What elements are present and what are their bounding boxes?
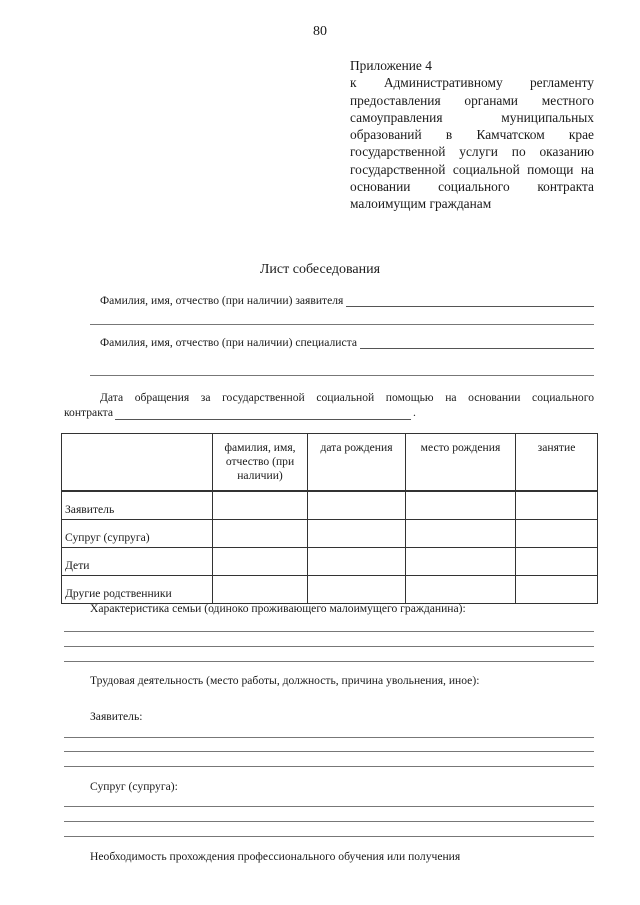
applicant-labor-line[interactable]	[64, 751, 594, 752]
applicant-label: Заявитель:	[90, 710, 143, 723]
application-date-paragraph	[64, 390, 594, 420]
specialist-name-continuation-line[interactable]	[90, 375, 594, 376]
table-header-cell: занятие	[516, 434, 598, 492]
table-cell[interactable]	[213, 576, 308, 604]
page-number: 80	[313, 24, 327, 39]
table-cell[interactable]	[308, 491, 406, 520]
specialist-name-input-line[interactable]	[360, 337, 594, 349]
appendix-body: к Административному регламенту предоставления органами местного самоуправления муниципальных образований в Камчатском крае государственной услуги по оказанию государственной социальной помощи на основании социального контракта малоимущим гражданам	[350, 75, 594, 212]
table-row	[62, 520, 598, 548]
row-label: Другие родственники	[62, 576, 213, 604]
table-cell[interactable]	[308, 576, 406, 604]
appendix-block	[350, 57, 594, 213]
table-cell[interactable]	[213, 520, 308, 548]
table-cell[interactable]	[213, 548, 308, 576]
spouse-labor-line[interactable]	[64, 821, 594, 822]
application-date-input-line[interactable]	[115, 408, 411, 420]
table-row	[62, 548, 598, 576]
family-table	[61, 433, 598, 604]
table-cell[interactable]	[516, 491, 598, 520]
family-characteristic-line[interactable]	[64, 646, 594, 647]
table-cell[interactable]	[406, 576, 516, 604]
table-cell[interactable]	[516, 548, 598, 576]
row-label: Дети	[62, 548, 213, 576]
family-characteristic-line[interactable]	[64, 631, 594, 632]
applicant-name-input-line[interactable]	[346, 295, 594, 307]
table-row	[62, 576, 598, 604]
family-characteristic-label: Характеристика семьи (одиноко проживающего малоимущего гражданина):	[90, 602, 466, 615]
family-table-header	[62, 434, 598, 492]
row-label: Заявитель	[62, 491, 213, 520]
applicant-labor-line[interactable]	[64, 737, 594, 738]
application-date-text: Дата обращения за государственной социальной помощью на основании социального	[100, 391, 594, 404]
sheet-title: Лист собеседования	[259, 262, 381, 277]
applicant-labor-line[interactable]	[64, 766, 594, 767]
table-cell[interactable]	[308, 520, 406, 548]
table-header-cell: место рождения	[406, 434, 516, 492]
spouse-labor-line[interactable]	[64, 836, 594, 837]
application-date-end: .	[413, 406, 416, 419]
application-date-contract-word: контракта	[64, 406, 114, 419]
table-cell[interactable]	[308, 548, 406, 576]
table-cell[interactable]	[516, 520, 598, 548]
specialist-name-field[interactable]	[100, 336, 594, 349]
table-cell[interactable]	[406, 520, 516, 548]
table-cell[interactable]	[516, 576, 598, 604]
applicant-name-continuation-line[interactable]	[90, 324, 594, 325]
training-need-label: Необходимость прохождения профессионального обучения или получения	[90, 850, 461, 863]
spouse-labor-line[interactable]	[64, 806, 594, 807]
table-header-cell: дата рождения	[308, 434, 406, 492]
specialist-name-label: Фамилия, имя, отчество (при наличии) специалиста	[100, 336, 357, 349]
spouse-label: Супруг (супруга):	[90, 780, 178, 793]
table-cell[interactable]	[406, 548, 516, 576]
applicant-name-field[interactable]	[100, 294, 594, 307]
row-label: Супруг (супруга)	[62, 520, 213, 548]
table-cell[interactable]	[213, 491, 308, 520]
table-header-cell	[62, 434, 213, 492]
table-header-cell: фамилия, имя, отчество (при наличии)	[213, 434, 308, 492]
applicant-name-label: Фамилия, имя, отчество (при наличии) заявителя	[100, 294, 344, 307]
appendix-title: Приложение 4	[350, 58, 432, 73]
table-cell[interactable]	[406, 491, 516, 520]
family-characteristic-line[interactable]	[64, 661, 594, 662]
table-row	[62, 491, 598, 520]
labor-activity-label: Трудовая деятельность (место работы, должность, причина увольнения, иное):	[90, 674, 480, 687]
